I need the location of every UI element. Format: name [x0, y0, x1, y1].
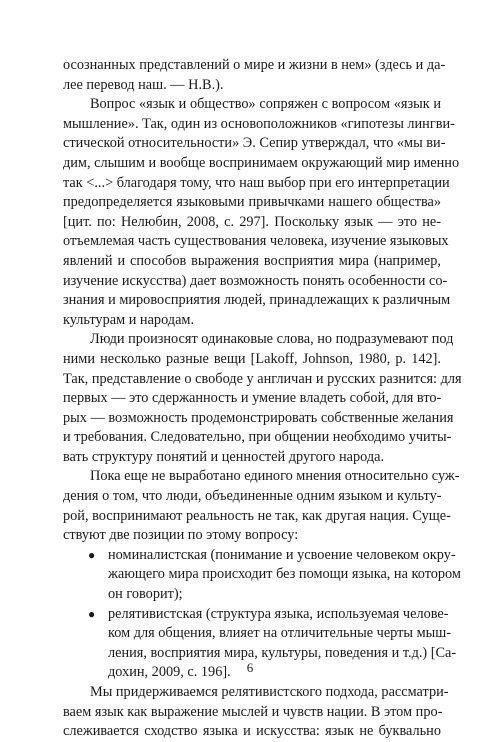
text-line: и требования. Следовательно, при общении необходимо учиты-	[63, 429, 452, 446]
text-line: релятивистская (структура языка, используемая челове-	[108, 605, 449, 622]
text-line: явлений и способов выражения восприятия мира (например,	[63, 252, 441, 269]
text-line: рых — возможность продемонстрировать собственные желания	[63, 409, 454, 426]
text-line: Вопрос «язык и общество» сопряжен с вопросом «язык и	[90, 96, 441, 113]
text-line: стической относительности» Э. Сепир утверждал, что «мы ви-	[63, 135, 446, 152]
text-line: он говорит);	[108, 586, 183, 603]
text-line: номиналистская (понимание и усвоение человеком окру-	[108, 546, 456, 563]
list-item	[63, 546, 461, 605]
text-line: дохин, 2009, с. 196].	[108, 664, 231, 681]
text-line: ними несколько разные вещи [Lakoff, Johnson, 1980, p. 142].	[63, 350, 441, 367]
text-line: жающего мира происходит без помощи языка, на котором	[108, 566, 461, 583]
text-line: дим, слышим и вообще воспринимаем окружающий мир именно	[63, 154, 460, 171]
text-line: Люди произносят одинаковые слова, но подразумевают под	[90, 331, 454, 348]
text-line: Так, представление о свободе у англичан и русских разнится: для	[63, 370, 462, 387]
text-line: первых — это сдержанность и умение владеть собой, для вто-	[63, 390, 442, 407]
text-line: дения о том, что люди, объединенные одним языком и культу-	[63, 488, 442, 505]
text-line: ком для общения, влияет на отличительные черты мыш-	[108, 625, 451, 642]
text-line: ствуют две позиции по этому вопросу:	[63, 527, 299, 544]
text-line: осознанных представлений о мире и жизни в нем» (здесь и да-	[63, 57, 446, 73]
text-line: Пока еще не выработано единого мнения относительно суж-	[90, 468, 460, 485]
text-line: знания и мировосприятия людей, принадлежащих к различным	[63, 292, 451, 309]
page-number: 6	[246, 660, 254, 675]
text-line: слеживается сходство языка и искусства: язык не буквально	[63, 723, 441, 740]
text-line: культурам и народам.	[63, 311, 195, 328]
body-text	[63, 56, 462, 742]
text-line: мышление». Так, один из основоположников «гипотезы лингви-	[63, 115, 455, 132]
text-line: [цит. по: Нелюбин, 2008, с. 297]. Поскольку язык — это не-	[63, 213, 441, 230]
text-line: Мы придерживаемся релятивистского подхода, рассматри-	[90, 684, 449, 700]
bullet-icon: ●	[88, 606, 96, 621]
text-line: лее перевод наш. — Н.В.).	[63, 76, 224, 93]
text-line: ваем язык как выражение мыслей и чувств нации. В этом про-	[63, 703, 443, 720]
text-line: предопределяется языковыми привычками нашего общества»	[63, 194, 441, 211]
text-line: изучение искусства) дает возможность понять особенности со-	[63, 272, 448, 289]
text-line: рой, воспринимают реальность не так, как другая нация. Суще-	[63, 507, 451, 524]
text-line: ления, восприятия мира, культуры, поведения и т.д.) [Са-	[108, 644, 457, 661]
bullet-icon: ●	[88, 547, 96, 562]
text-line: вать структуру понятий и ценностей другого народа.	[63, 448, 385, 465]
text-line: отъемлемая часть существования человека, изучение языковых	[63, 233, 449, 250]
text-line: так <...> благодаря тому, что наш выбор при его интерпретации	[63, 174, 450, 191]
